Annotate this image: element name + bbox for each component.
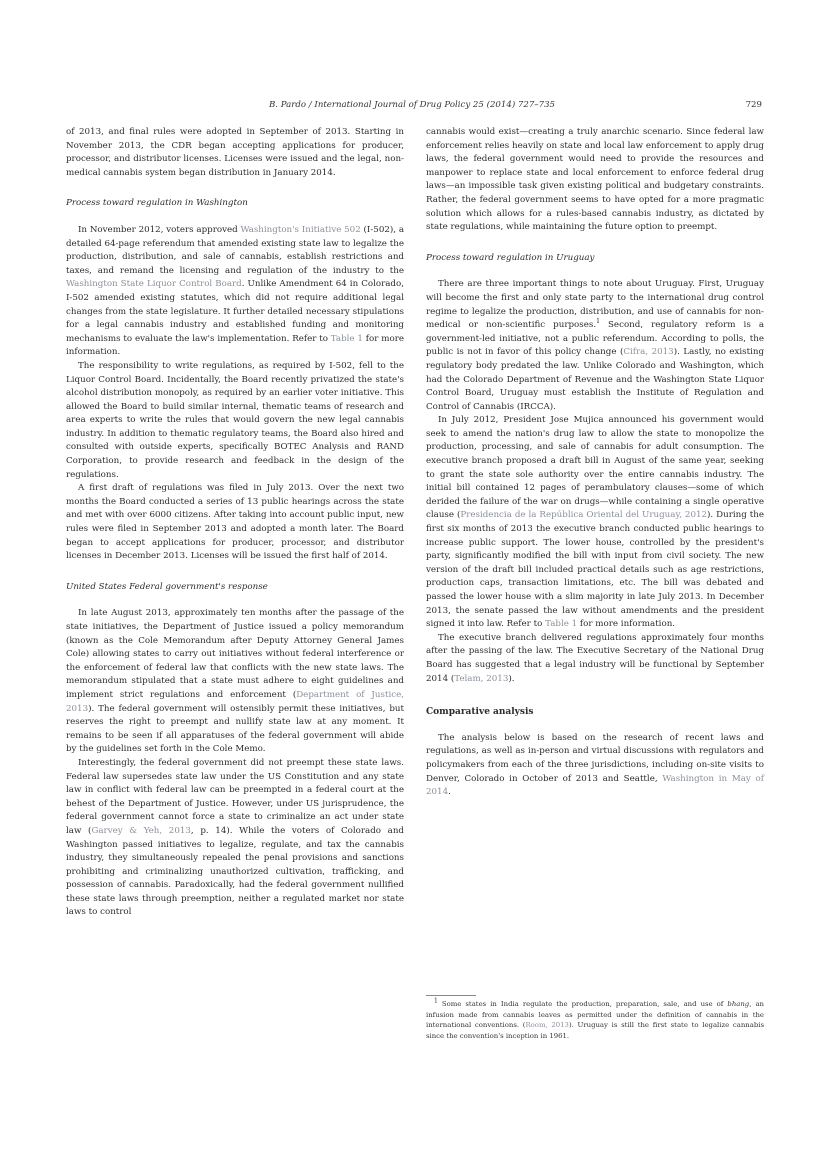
paragraph: In November 2012, voters approved Washington's Initiative 502 (I-502), a detailed 64-page referendum that amended existing state law to legalize the production, distribution, and sale of cannabis, establish restrictions and taxes, and remand the licensing and regulation of the industry to the Washington State Liquor Control Board. Unlike Amendment 64 in Colorado, I-502 amended existing statutes, which did not require additional legal changes from the state legislature. It further detailed necessary stipulations for a legal cannabis industry and established funding and monitoring mechanisms to evaluate the law's implementation. Refer to Table 1 for more information. [66, 224, 404, 358]
citation-link[interactable]: Washington in May of 2014 [426, 773, 764, 798]
citation-link[interactable]: Garvey & Yeh, 2013 [91, 825, 191, 836]
running-title: B. Pardo / International Journal of Drug Policy 25 (2014) 727–735 [268, 100, 556, 110]
section-heading-washington: Process toward regulation in Washington [66, 198, 248, 209]
footnote-term: bhang [727, 1000, 750, 1008]
table-link[interactable]: Table 1 [330, 333, 363, 344]
footnote-text: $^1$ Some states in India regulate the production, preparation, sale, and use of bhang, an infusion made from cannabis leaves as permitted under the definition of cannabis in the international conventions. (Room, 2013). Uruguay is still the first state to legalize cannabis since the convention's inception in 1961. [426, 997, 764, 1040]
footnote [426, 995, 764, 1041]
section-heading-federal: United States Federal government's response [66, 581, 268, 592]
citation-link[interactable]: Telam, 2013 [454, 673, 509, 684]
citation-link[interactable]: Presidencia de la República Oriental del Uruguay, 2012 [460, 510, 708, 521]
reference-link[interactable]: Washington's Initiative 502 [240, 224, 361, 235]
paragraph: of 2013, and final rules were adopted in September of 2013. Starting in November 2013, the CDR began accepting applications for producer, processor, and distributor licenses. Licenses were issued and the legal, non-medical cannabis system began distribution in January 2014. [66, 127, 404, 178]
paragraph: In July 2012, President Jose Mujica announced his government would seek to amend the nation's drug law to allow the state to monopolize the production, processing, and sale of cannabis for adult consumption. The executive branch proposed a draft bill in August of the same year, seeking to grant the state sole authority over the entire cannabis industry. The initial bill contained 12 pages of perambulatory clauses—some of which derided the failure of the war on drugs—while containing a single operative clause (Presidencia de la República Oriental del Uruguay, 2012). During the first six months of 2013 the executive branch conducted public hearings to increase public support. The lower house, controlled by the president's party, significantly modified the bill with input from civil society. The new version of the draft bill included practical details such as age restrictions, production caps, transaction limitations, etc. The bill was debated and passed the lower house with a slim majority in late July 2013. In December 2013, the senate passed the law without amendments and the president signed it into law. Refer to Table 1 for more information. [426, 415, 764, 630]
running-header [62, 100, 762, 116]
section-heading-comparative: Comparative analysis [426, 707, 534, 718]
paragraph: There are three important things to note about Uruguay. First, Uruguay will become the first and only state party to the international drug control regime to legalize the production, distribution, and use of cannabis for non-medical or non-scientific purposes.$^1$ Second, regulatory reform is a government-led initiative, not a public referendum. According to polls, the public is not in favor of this policy change (Cifra, 2013). Lastly, no existing regulatory body predated the law. Unlike Colorado and Washington, which had the Colorado Department of Revenue and the Washington State Liquor Control Board, Uruguay must establish the Institute of Regulation and Control of Cannabis (IRCCA). [426, 279, 765, 412]
paragraph: The executive branch delivered regulations approximately four months after the passing of the law. The Executive Secretary of the National Drug Board has suggested that a legal industry will be functional by September 2014 (Telam, 2013). [426, 632, 764, 684]
citation-link[interactable]: Room, 2013 [525, 1021, 569, 1030]
paragraph: Interestingly, the federal government did not preempt these state laws. Federal law supersedes state law under the US Constitution and any state law in conflict with federal law can be preempted in a federal court at the behest of the Department of Justice. However, under US jurisprudence, the federal government cannot force a state to criminalize an act under state law (Garvey & Yeh, 2013, p. 14). While the voters of Colorado and Washington passed initiatives to legalize, regulate, and tax the cannabis industry, they simultaneously repealed the penal provisions and sanctions prohibiting and criminalizing unauthorized cultivation, trafficking, and possession of cannabis. Paradoxically, had the federal government nullified these state laws through preemption, neither a regulated market nor state laws to control [66, 757, 404, 918]
reference-link[interactable]: Washington State Liquor Control Board [66, 279, 242, 290]
citation-link[interactable]: Cifra, 2013 [623, 347, 674, 358]
left-column [66, 126, 404, 920]
table-link[interactable]: Table 1 [545, 619, 578, 630]
section-heading-uruguay: Process toward regulation in Uruguay [426, 252, 595, 263]
page-number: 729 [745, 100, 762, 110]
paragraph: cannabis would exist—creating a truly anarchic scenario. Since federal law enforcement relies heavily on state and local law enforcement to apply drug laws, the federal government would need to provide the resources and manpower to replace state and local enforcement to enforce federal drug laws—an impossible task given existing political and budgetary constraints. Rather, the federal government seems to have opted for a more pragmatic solution which allows for a rules-based cannabis industry, as dictated by state regulations, while maintaining the future option to preempt. [426, 127, 764, 233]
footnote-number: 1 [434, 997, 438, 1005]
footnote-divider [426, 995, 476, 996]
paragraph: A first draft of regulations was filed in July 2013. Over the next two months the Board conducted a series of 13 public hearings across the state and met with over 6000 citizens. After taking into account public input, new rules were filed in September 2013 and adopted a month later. The Board began to accept applications for producer, processor, and distributor licenses in December 2013. Licenses will be issued the first half of 2014. [66, 483, 404, 562]
citation-link[interactable]: Department of Justice, 2013 [66, 689, 404, 714]
paragraph: The responsibility to write regulations, as required by I-502, fell to the Liquor Control Board. Incidentally, the Board recently privatized the state's alcohol distribution monopoly, as required by an earlier voter initiative. This allowed the Board to build similar internal, thematic teams of research and area experts to write the rules that would govern the new legal cannabis industry. In addition to thematic regulatory teams, the Board also hired and consulted with outside experts, specifically BOTEC Analysis and RAND Corporation, to provide research and feedback in the design of the regulations. [66, 360, 404, 480]
paragraph: The analysis below is based on the research of recent laws and regulations, as well as in-person and virtual discussions with regulators and policymakers from each of the three jurisdictions, including on-site visits to Denver, Colorado in October of 2013 and Seattle, Washington in May of 2014. [426, 732, 764, 798]
footnote-marker[interactable]: 1 [596, 318, 600, 326]
paragraph: In late August 2013, approximately ten months after the passage of the state initiatives, the Department of Justice issued a policy memorandum (known as the Cole Memorandum after Deputy Attorney General James Cole) allowing states to carry out initiatives without federal interference or the enforcement of federal law that conflicts with the new state laws. The memorandum stipulated that a state must adhere to eight guidelines and implement strict regulations and enforcement (Department of Justice, 2013). The federal government will ostensibly permit these initiatives, but reserves the right to preempt and nullify state law at any moment. It remains to be seen if all apparatuses of the federal government will abide by the guidelines set forth in the Cole Memo. [66, 608, 404, 755]
right-column [426, 126, 764, 800]
